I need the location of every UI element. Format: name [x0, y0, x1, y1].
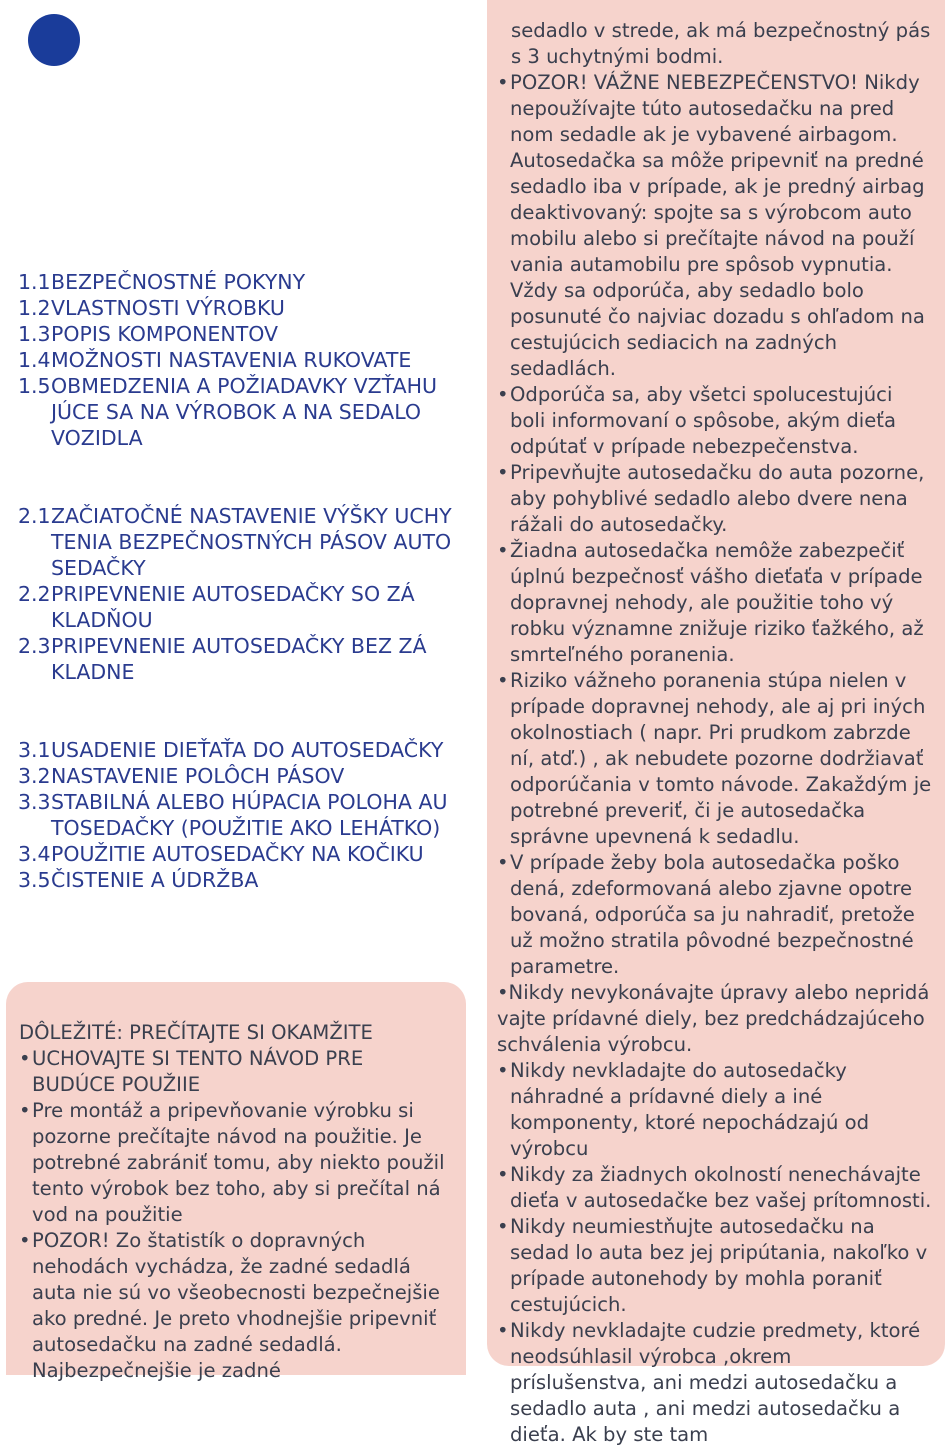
bullet-mark: •: [497, 1215, 509, 1238]
notice-heading: DÔLEŽITÉ: PREČÍTAJTE SI OKAMŽITE: [19, 1021, 373, 1044]
toc-entry-title: PRIPEVNENIE AUTOSEDAČKY BEZ ZÁ KLADNE: [51, 634, 427, 684]
toc-entry-title: PRIPEVNENIE AUTOSEDAČKY SO ZÁ KLADŇOU: [51, 582, 415, 632]
bullet-mark: •: [497, 669, 509, 692]
section-marker-dot: [28, 14, 80, 66]
instruction-item: [497, 70, 933, 382]
bullet-mark: •: [19, 1229, 31, 1252]
instruction-text: Nikdy nevkladajte cudzie predmety, ktoré neodsúhlasil výrobca ,okrem príslušenstva, ani medzi autosedačku a sedadlo auta , ani medzi autosedačku a dieťa. Ak by ste tam: [510, 1319, 921, 1446]
instruction-item: [497, 538, 933, 668]
toc-entry[interactable]: [18, 581, 458, 633]
toc-entry[interactable]: [18, 295, 458, 321]
instruction-text: Nikdy nevkladajte do autosedačky náhradné a prídavné diely a iné komponenty, ktoré nepochádzajú od výrobcu: [510, 1059, 870, 1160]
toc-entry-number: 1.1: [18, 270, 51, 294]
toc-entry-title: POPIS KOMPONENTOV: [51, 322, 279, 346]
notice-item-text: Pre montáž a pripevňovanie výrobku si pozorne prečítajte návod na použitie. Je potrebné zabrániť tomu, aby niekto použil tento výrobok bez toho, aby si prečítal ná vod na použitie: [32, 1099, 445, 1226]
toc-entry-title: NASTAVENIE POLÔCH PÁSOV: [51, 764, 345, 788]
toc-entry-number: 1.2: [18, 296, 51, 320]
instruction-item: [497, 668, 933, 850]
toc-entry-number: 2.3: [18, 634, 51, 658]
bullet-mark: •: [497, 851, 509, 874]
toc-entry[interactable]: [18, 867, 458, 893]
toc-entry-title: BEZPEČNOSTNÉ POKYNY: [51, 270, 306, 294]
instruction-text: Riziko vážneho poranenia stúpa nielen v prípade dopravnej nehody, ale aj pri iných okolnostiach ( napr. Pri prudkom zabrzde ní, atď.) , ak nebudete pozorne dodržiavať odporúčania v tomto návode. Zakaždým je potrebné preveriť, či je autosedačka správne upevnená k sedadlu.: [510, 669, 932, 848]
toc-entry[interactable]: [18, 841, 458, 867]
instruction-text: Žiadna autosedačka nemôže zabezpečiť úplnú bezpečnosť vášho dieťaťa v prípade dopravnej nehody, ale použitie toho vý robku významne znižuje riziko ťažkého, až smrteľného poranenia.: [510, 539, 924, 666]
instruction-item: [497, 1214, 933, 1318]
notice-item-text: UCHOVAJTE SI TENTO NÁVOD PRE BUDÚCE POUŽIIE: [32, 1047, 364, 1096]
toc-entry-title: POUŽITIE AUTOSEDAČKY NA KOČIKU: [51, 842, 424, 866]
toc-entry-number: 1.3: [18, 322, 51, 346]
notice-item: [19, 1228, 452, 1384]
instruction-item: [497, 1058, 933, 1162]
toc-entry-number: 3.4: [18, 842, 51, 866]
toc-entry-title: VLASTNOSTI VÝROBKU: [51, 296, 285, 320]
instruction-item: [497, 460, 933, 538]
safety-instructions-box: [487, 0, 945, 1446]
bullet-mark: •: [497, 1319, 509, 1342]
toc-entry-number: 3.2: [18, 764, 51, 788]
bullet-mark: •: [497, 461, 509, 484]
toc-entry-title: STABILNÁ ALEBO HÚPACIA POLOHA AU TOSEDAČKY (POUŽITIE AKO LEHÁTKO): [51, 790, 448, 840]
toc-entry[interactable]: [18, 763, 458, 789]
toc-entry-number: 2.1: [18, 504, 51, 528]
toc-entry-number: 3.1: [18, 738, 51, 762]
bullet-mark: •: [497, 539, 509, 562]
continued-text: sedadlo v strede, ak má bezpečnostný pás s 3 uchytnými bodmi.: [511, 19, 931, 68]
bullet-mark: •: [497, 1163, 509, 1186]
toc-entry[interactable]: [18, 269, 458, 295]
toc-entry[interactable]: [18, 789, 458, 841]
toc-entry[interactable]: [18, 633, 458, 685]
bullet-mark: •: [497, 71, 509, 94]
toc-entry-title: ZAČIATOČNÉ NASTAVENIE VÝŠKY UCHY TENIA BEZPEČNOSTNÝCH PÁSOV AUTO SEDAČKY: [51, 504, 452, 580]
toc-entry-number: 3.3: [18, 790, 51, 814]
toc-section-1: [18, 269, 458, 451]
toc-entry[interactable]: [18, 321, 458, 347]
toc-entry-title: MOŽNOSTI NASTAVENIA RUKOVATE: [51, 348, 412, 372]
instruction-text: POZOR! VÁŽNE NEBEZPEČENSTVO! Nikdy nepoužívajte túto autosedačku na pred nom sedadle ak je vybavené airbagom. Autosedačka sa môže pripevniť na predné sedadlo iba v prípade, ak je predný airbag deaktivovaný: spojte sa s výrobcom auto mobilu alebo si prečítajte návod na použí vania autamobilu pre spôsob vypnutia. Vždy sa odporúča, aby sedadlo bolo posunuté čo najviac dozadu s ohľadom na cestujúcich sediacich na zadných sedadlách.: [510, 71, 925, 380]
notice-item-text: POZOR! Zo štatistík o dopravných nehodách vychádza, že zadné sedadlá auta nie sú vo všeobecnosti bezpečnejšie ako predné. Je preto vhodnejšie pripevniť autosedačku na zadné sedadlá. Najbezpečnejšie je zadné: [32, 1229, 440, 1382]
bullet-mark: •: [19, 1099, 31, 1122]
instruction-text: Pripevňujte autosedačku do auta pozorne, aby pohyblivé sedadlo alebo dvere nena rážali do autosedačky.: [510, 461, 925, 536]
toc-entry[interactable]: [18, 373, 458, 451]
toc-entry-title: ČISTENIE A ÚDRŽBA: [51, 868, 259, 892]
important-notice-box: [6, 982, 466, 1382]
instruction-text: Nikdy neumiestňujte autosedačku na sedad lo auta bez jej pripútania, nakoľko v prípade autonehody by mohla poraniť cestujúcich.: [510, 1215, 928, 1316]
toc-entry[interactable]: [18, 737, 458, 763]
toc-entry[interactable]: [18, 347, 458, 373]
toc-entry[interactable]: [18, 503, 458, 581]
toc-section-3: [18, 737, 458, 893]
bullet-mark: •: [497, 383, 509, 406]
toc-entry-number: 1.4: [18, 348, 51, 372]
instruction-text: V prípade žeby bola autosedačka poško dená, zdeformovaná alebo zjavne opotre bovaná, odporúča sa ju nahradiť, pretože už možno stratila pôvodné bezpečnostné parametre.: [510, 851, 915, 978]
bullet-mark: •: [19, 1047, 31, 1070]
notice-item: [19, 1046, 452, 1098]
instruction-item: [497, 1318, 933, 1448]
toc-entry-number: 1.5: [18, 374, 51, 398]
toc-section-2: [18, 503, 458, 685]
instruction-item-inline: •Nikdy nevykonávajte úpravy alebo nepridá vajte prídavné diely, bez predchádzajúceho schválenia výrobcu.: [497, 981, 930, 1056]
toc-entry-title: USADENIE DIEŤAŤA DO AUTOSEDAČKY: [51, 738, 444, 762]
toc-entry-number: 2.2: [18, 582, 51, 606]
notice-item: [19, 1098, 452, 1228]
instruction-item: [497, 850, 933, 980]
bullet-mark: •: [497, 1059, 509, 1082]
instruction-text: Nikdy za žiadnych okolností nenechávajte dieťa v autosedačke bez vašej prítomnosti.: [510, 1163, 932, 1212]
instruction-item: [497, 382, 933, 460]
instruction-text: Odporúča sa, aby všetci spolucestujúci boli informovaní o spôsobe, akým dieťa odpútať v prípade nebezpečenstva.: [510, 383, 896, 458]
instruction-item: [497, 1162, 933, 1214]
toc-entry-number: 3.5: [18, 868, 51, 892]
toc-entry-title: OBMEDZENIA A POŽIADAVKY VZŤAHU JÚCE SA NA VÝROBOK A NA SEDALO VOZIDLA: [51, 374, 438, 450]
